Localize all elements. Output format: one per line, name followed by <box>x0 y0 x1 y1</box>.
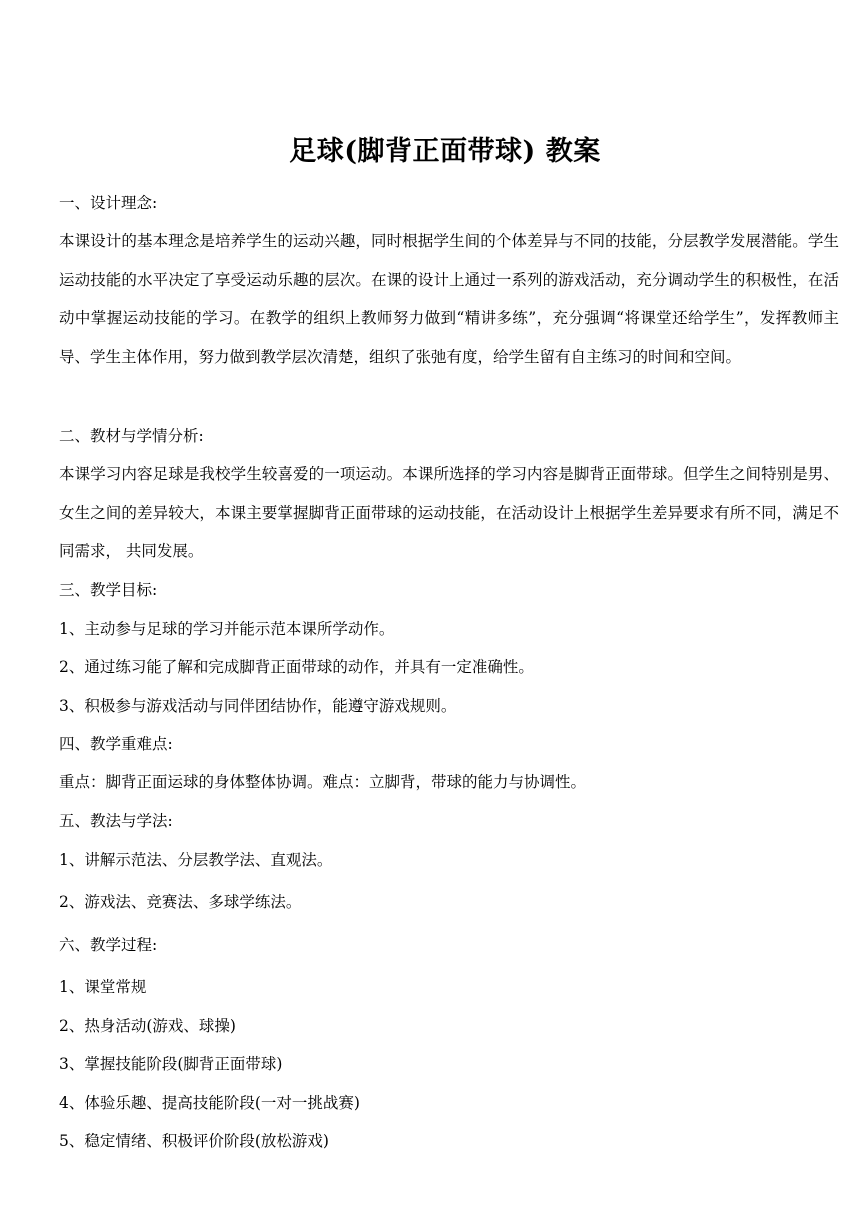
list-item-objective-1: 1、主动参与足球的学习并能示范本课所学动作。 <box>59 620 395 638</box>
list-item-objective-2: 2、通过练习能了解和完成脚背正面带球的动作，并具有一定准确性。 <box>59 658 534 676</box>
section-heading-process: 六、教学过程: <box>59 936 158 954</box>
list-item-method-2: 2、游戏法、竞赛法、多球学练法。 <box>59 893 302 911</box>
list-item-process-4: 4、体验乐趣、提高技能阶段(一对一挑战赛) <box>59 1094 360 1112</box>
section-heading-material-analysis: 二、教材与学情分析: <box>59 427 204 445</box>
section-heading-objectives: 三、教学目标: <box>59 581 158 599</box>
section-heading-methods: 五、教法与学法: <box>59 812 173 830</box>
section-heading-design-concept: 一、设计理念: <box>59 194 158 212</box>
list-item-objective-3: 3、积极参与游戏活动与同伴团结协作，能遵守游戏规则。 <box>59 697 457 715</box>
list-item-process-1: 1、课堂常规 <box>59 978 147 996</box>
paragraph-design-concept: 本课设计的基本理念是培养学生的运动兴趣，同时根据学生间的个体差异与不同的技能，分层教学发展潜能。学生运动技能的水平决定了享受运动乐趣的层次。在课的设计上通过一系列的游戏活动，充分调动学生的积极性，在活动中掌握运动技能的学习。在教学的组织上教师努力做到“精讲多练”，充分强调“将课堂还给学生”，发挥教师主导、学生主体作用，努力做到教学层次清楚，组织了张弛有度，给学生留有自主练习的时间和空间。 <box>59 232 839 366</box>
list-item-process-3: 3、掌握技能阶段(脚背正面带球) <box>59 1055 283 1073</box>
paragraph-key-points: 重点：脚背正面运球的身体整体协调。难点：立脚背，带球的能力与协调性。 <box>59 773 587 791</box>
document-title: 足球(脚背正面带球) 教案 <box>289 136 601 167</box>
list-item-process-5: 5、稳定情绪、积极评价阶段(放松游戏) <box>59 1132 329 1150</box>
section-heading-key-points: 四、教学重难点: <box>59 735 173 753</box>
paragraph-material-analysis: 本课学习内容足球是我校学生较喜爱的一项运动。本课所选择的学习内容是脚背正面带球。但学生之间特别是男、女生之间的差异较大，本课主要掌握脚背正面带球的运动技能，在活动设计上根据学生差异要求有所不同，满足不同需求， 共同发展。 <box>59 465 839 561</box>
list-item-method-1: 1、讲解示范法、分层教学法、直观法。 <box>59 851 333 869</box>
list-item-process-2: 2、热身活动(游戏、球操) <box>59 1017 236 1035</box>
